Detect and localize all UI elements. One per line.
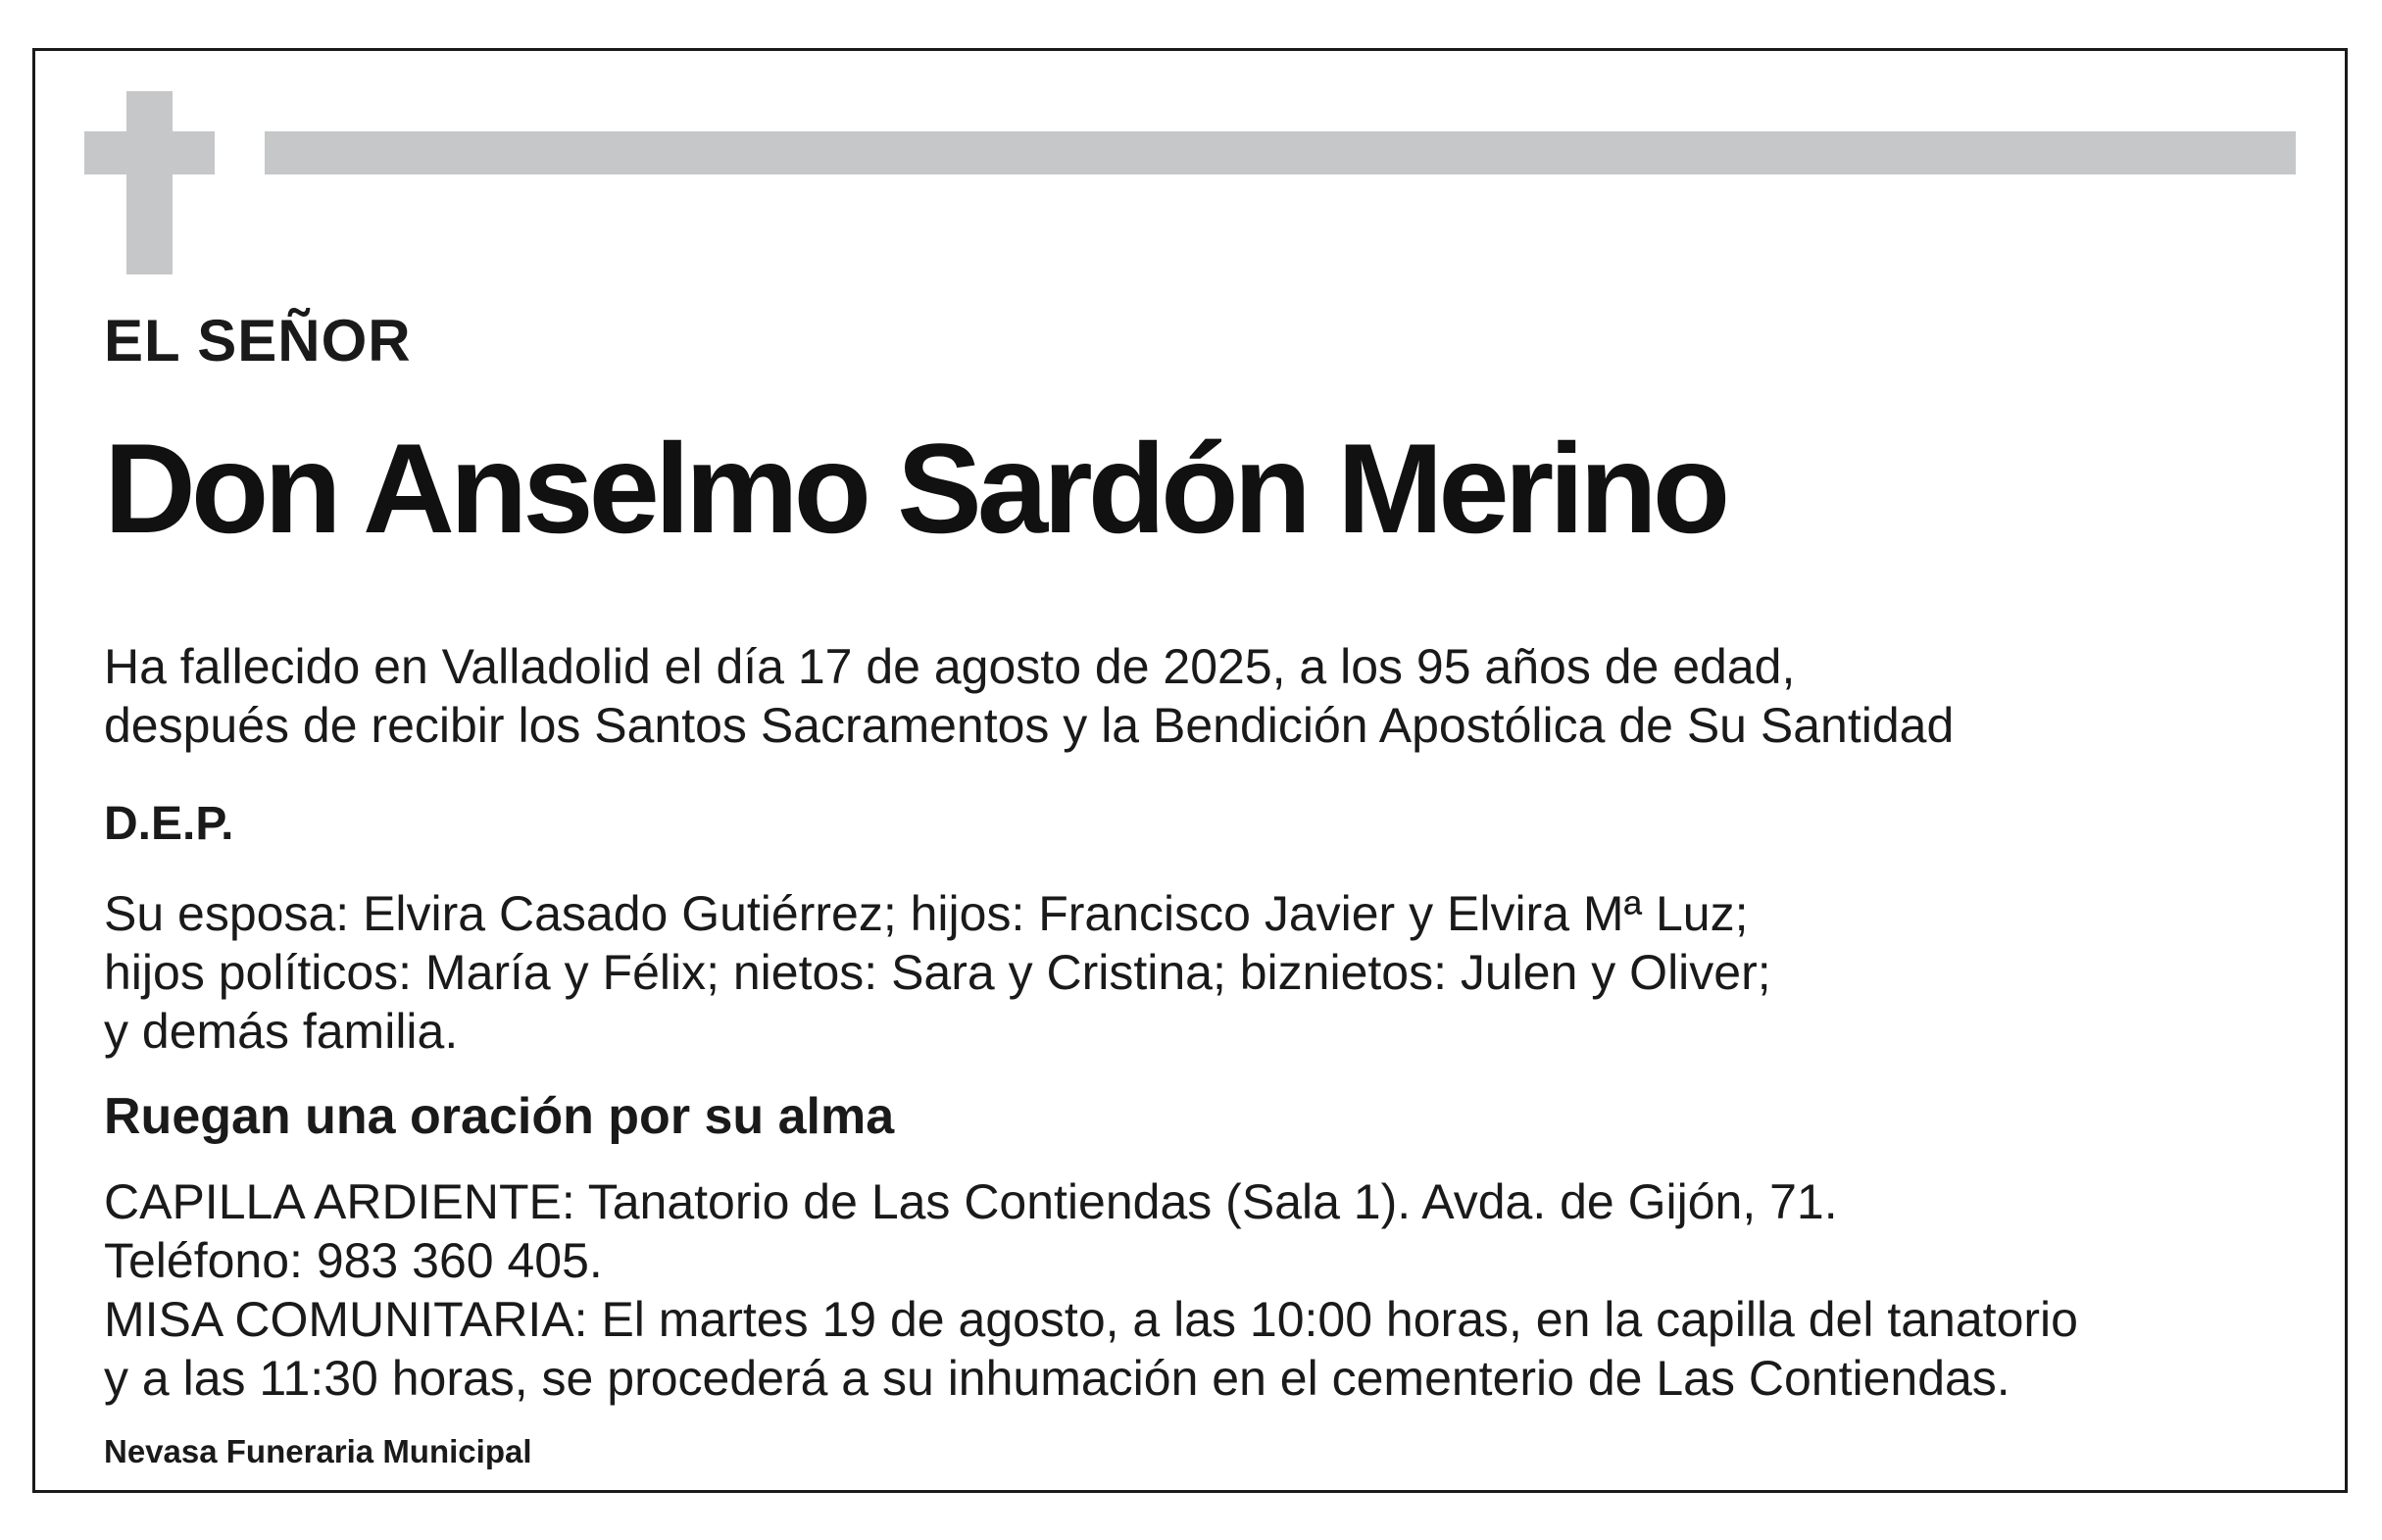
header-rule [265, 131, 2296, 174]
family-line: Su esposa: Elvira Casado Gutiérrez; hijos: Francisco Javier y Elvira Mª Luz; [104, 886, 1749, 941]
death-announcement [104, 637, 1954, 755]
deceased-name: Don Anselmo Sardón Merino [104, 417, 1726, 560]
family-list [104, 884, 1771, 1061]
family-line: y demás familia. [104, 1004, 459, 1059]
funeral-home: Nevasa Funeraria Municipal [104, 1433, 532, 1469]
honorific: EL SEÑOR [104, 308, 412, 373]
info-line: y a las 11:30 horas, se procederá a su inhumación en el cementerio de Las Contiendas. [104, 1351, 2010, 1406]
info-line: Teléfono: 983 360 405. [104, 1233, 603, 1288]
cross-vertical-bar [126, 91, 173, 274]
death-line: después de recibir los Santos Sacramentos y la Bendición Apostólica de Su Santidad [104, 698, 1955, 753]
death-line: Ha fallecido en Valladolid el día 17 de agosto de 2025, a los 95 años de edad, [104, 639, 1796, 694]
family-line: hijos políticos: María y Félix; nietos: Sara y Cristina; biznietos: Julen y Oliver; [104, 945, 1771, 1000]
service-info [104, 1172, 2078, 1408]
dep-label: D.E.P. [104, 798, 234, 850]
cross-horizontal-bar [84, 131, 215, 174]
info-line: MISA COMUNITARIA: El martes 19 de agosto, a las 10:00 horas, en la capilla del tanatorio [104, 1292, 2078, 1347]
prayer-request: Ruegan una oración por su alma [104, 1088, 895, 1145]
info-line: CAPILLA ARDIENTE: Tanatorio de Las Contiendas (Sala 1). Avda. de Gijón, 71. [104, 1174, 1838, 1229]
